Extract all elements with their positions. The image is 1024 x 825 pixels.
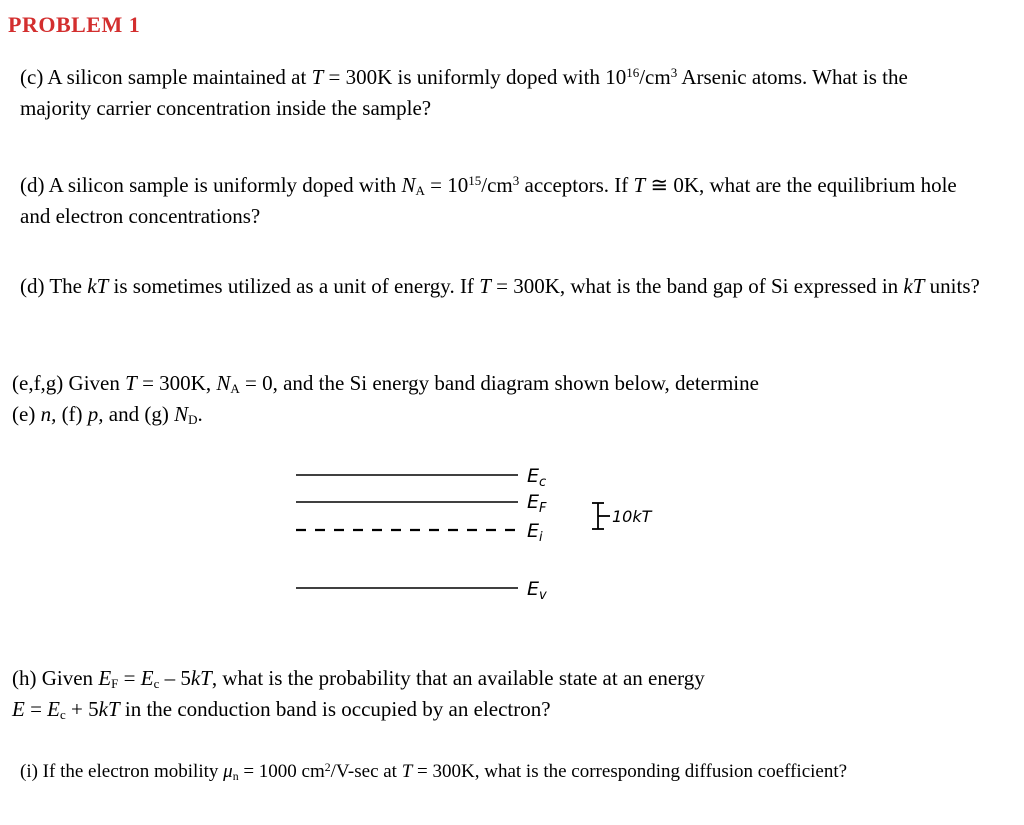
ef-label: $E_F$ bbox=[527, 491, 547, 516]
page-title: PROBLEM 1 bbox=[8, 12, 141, 37]
problem-efg: (e,f,g) Given T = 300K, $N_A = 0$, and the Si energy band diagram shown below, determine (e) n, (f) p, and (g) $N_D$. bbox=[12, 371, 759, 428]
band-diagram bbox=[0, 450, 1024, 610]
spacing-marker bbox=[592, 503, 610, 529]
problem-d-first: (d) A silicon sample is uniformly doped with $N_A = 10^{15}/cm^3$ acceptors. If T ≅ 0K, what are the equilibrium hole and electron concentrations? bbox=[20, 172, 957, 228]
spacing-label: 10kT bbox=[612, 507, 652, 526]
problem-i: (i) If the electron mobility $\mu_n = 1000$ $cm^2/V-\sec$ at T = 300K, what is the corresponding diffusion coefficient? bbox=[20, 760, 848, 783]
ei-label: $E_i$ bbox=[527, 520, 543, 545]
problem-h: (h) Given $E_F = E_c - 5kT$, what is the probability that an available state at an energy $E = E_c + 5kT$ in the conduction band is occupied by an electron? bbox=[12, 666, 705, 723]
problem-d-second: (d) The kT is sometimes utilized as a unit of energy. If T = 300K, what is the band gap of Si expressed in kT units? bbox=[20, 274, 980, 298]
problem-c: (c) A silicon sample maintained at T = 300K is uniformly doped with $10^{16}/cm^3$ Arsenic atoms. What is the majority carrier concentration inside the sample? bbox=[20, 64, 908, 120]
ev-label: $E_v$ bbox=[527, 578, 547, 603]
ec-label: $E_c$ bbox=[527, 465, 547, 490]
